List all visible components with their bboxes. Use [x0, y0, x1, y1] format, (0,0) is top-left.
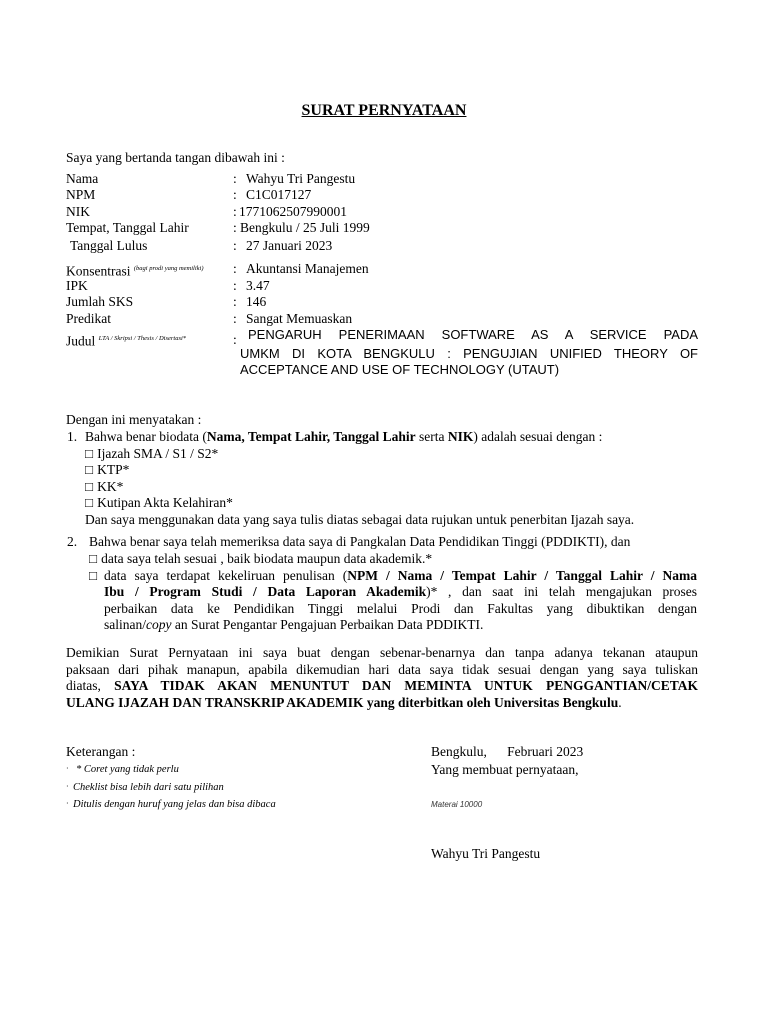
field-label-ttl: Tempat, Tanggal Lahir	[66, 220, 189, 235]
closing-line-4	[66, 695, 622, 711]
field-value-jumlah-sks: 146	[246, 294, 267, 309]
field-value-npm: C1C017127	[246, 187, 312, 202]
item2-number: 2.	[67, 534, 78, 549]
option-ijazah	[85, 446, 218, 462]
field-label-jumlah-sks: Jumlah SKS	[66, 294, 134, 309]
field-value-tanggal-lulus: 27 Januari 2023	[246, 238, 333, 253]
closing-line-4-post: .	[618, 695, 622, 710]
field-label-ipk: IPK	[66, 278, 88, 293]
item1-text	[85, 429, 602, 445]
intro-text: Saya yang bertanda tangan dibawah ini :	[66, 150, 285, 165]
checkbox-icon: □	[85, 446, 94, 461]
opt2-line4-pre: salinan/	[104, 617, 146, 632]
option-label: KK*	[97, 479, 124, 494]
checkbox-icon: □	[89, 551, 98, 566]
note-2: Cheklist bisa lebih dari satu pilihan	[73, 782, 224, 793]
note-3: Ditulis dengan huruf yang jelas dan bisa dibaca	[73, 799, 276, 810]
closing-line-3	[66, 678, 698, 694]
closing-line-3-pre: diatas,	[66, 678, 115, 693]
judul-note: LTA / Skripsi / Thesis / Disertasi*	[98, 335, 187, 342]
opt2-bold1: NPM / Nama / Tempat Lahir / Tanggal Lahir / Nama	[347, 568, 698, 583]
maker-label: Yang membuat pernyataan,	[431, 762, 579, 777]
place-date: Bengkulu, Februari 2023	[431, 744, 584, 759]
bullet-dot: ·	[66, 782, 69, 791]
item1-post: ) adalah sesuai dengan :	[473, 429, 603, 444]
closing-line-1: Demikian Surat Pernyataan ini saya buat dengan sebenar-benarnya dan tanpa adanya tekanan ataupun	[66, 645, 698, 660]
field-value-ttl: Bengkulu / 25 Juli 1999	[240, 220, 370, 235]
field-colon: :	[233, 238, 237, 253]
field-label-tanggal-lulus: Tanggal Lulus	[70, 238, 148, 253]
item2-option-2-line-3: perbaikan data ke Pendidikan Tinggi melalui Prodi dan Fakultas yang dibuktikan dengan	[104, 601, 697, 616]
bullet-dot: ·	[66, 799, 69, 808]
field-label-nik: NIK	[66, 204, 90, 219]
closing-line-4-bold: ULANG IJAZAH DAN TRANSKRIP AKADEMIK yang diterbitkan oleh Universitas Bengkulu	[66, 695, 619, 710]
signer-name: Wahyu Tri Pangestu	[431, 846, 541, 861]
option-label: Kutipan Akta Kelahiran*	[97, 495, 233, 510]
item2-option-2-line-4	[104, 617, 483, 633]
field-value-predikat: Sangat Memuaskan	[246, 311, 353, 326]
item1-pre: Bahwa benar biodata (	[85, 429, 207, 444]
item1-bold1: Nama, Tempat Lahir, Tanggal Lahir	[206, 429, 416, 444]
field-colon: :	[233, 204, 237, 219]
field-colon: :	[233, 261, 237, 276]
field-label-judul	[66, 331, 186, 350]
statement-heading: Dengan ini menyatakan :	[66, 412, 202, 427]
note-1: * Coret yang tidak perlu	[76, 764, 179, 775]
item1-closing: Dan saya menggunakan data yang saya tulis diatas sebagai data rujukan untuk penerbitan Ijazah saya.	[85, 512, 635, 527]
field-value-nik: 1771062507990001	[239, 204, 347, 219]
checkbox-icon: □	[89, 568, 98, 583]
konsentrasi-label-text: Konsentrasi	[66, 263, 131, 279]
judul-line-1: PENGARUH PENERIMAAN SOFTWARE AS A SERVICE PADA	[248, 327, 698, 342]
option-akta	[85, 495, 233, 511]
item1-mid: serta	[415, 429, 448, 444]
field-colon: :	[233, 332, 237, 347]
opt2-mid: )* , dan saat ini telah mengajukan proses	[426, 584, 697, 599]
item2-text: Bahwa benar saya telah memeriksa data saya di Pangkalan Data Pendidikan Tinggi (PDDIKTI), dan	[89, 534, 631, 549]
opt2-bold2: Ibu / Program Studi / Data Laporan Akademik	[104, 584, 427, 599]
field-colon: :	[233, 187, 237, 202]
field-label-predikat: Predikat	[66, 311, 111, 326]
field-colon: :	[233, 311, 237, 326]
checkbox-icon: □	[85, 495, 94, 510]
opt2-line4-italic: copy	[146, 617, 172, 632]
judul-label-text: Judul	[66, 333, 96, 349]
field-colon: :	[233, 294, 237, 309]
judul-line-2: UMKM DI KOTA BENGKULU : PENGUJIAN UNIFIED THEORY OF	[240, 346, 698, 361]
item1-number: 1.	[67, 429, 78, 444]
document-title: SURAT PERNYATAAN	[301, 102, 467, 119]
judul-line-3: ACCEPTANCE AND USE OF TECHNOLOGY (UTAUT)	[240, 362, 560, 377]
item2-option-1	[89, 551, 432, 567]
option-label: data saya telah sesuai , baik biodata maupun data akademik.*	[101, 551, 433, 566]
checkbox-icon: □	[85, 479, 94, 494]
item2-option-2-line-2	[104, 584, 697, 600]
item1-bold2: NIK	[447, 429, 474, 444]
option-kk	[85, 479, 123, 495]
opt2-pre: data saya terdapat kekeliruan penulisan (	[104, 568, 348, 583]
konsentrasi-note: (bagi prodi yang memiliki)	[133, 265, 204, 272]
field-colon: :	[233, 278, 237, 293]
item2-option-2-line-1	[104, 568, 697, 584]
option-label: Ijazah SMA / S1 / S2*	[97, 446, 219, 461]
field-label-npm: NPM	[66, 187, 96, 202]
field-value-nama: Wahyu Tri Pangestu	[246, 171, 356, 186]
option-label: KTP*	[97, 462, 130, 477]
field-label-nama: Nama	[66, 171, 99, 186]
field-label-konsentrasi	[66, 261, 204, 280]
checkbox-icon: □	[85, 462, 94, 477]
option-ktp	[85, 462, 129, 478]
field-colon: :	[233, 171, 237, 186]
materai-label: Materai 10000	[431, 800, 483, 809]
field-value-konsentrasi: Akuntansi Manajemen	[246, 261, 369, 276]
opt2-line4-post: an Surat Pengantar Pengajuan Perbaikan Data PDDIKTI.	[171, 617, 484, 632]
notes-heading: Keterangan :	[66, 744, 136, 759]
field-value-ipk: 3.47	[246, 278, 270, 293]
closing-line-3-bold: SAYA TIDAK AKAN MENUNTUT DAN MEMINTA UNTUK PENGGANTIAN/CETAK	[114, 678, 698, 693]
closing-line-2: paksaan dari pihak manapun, apabila dikemudian hari data saya tidak sesuai dengan yang saya tuliskan	[66, 662, 698, 677]
field-colon: :	[233, 220, 237, 235]
bullet-dot: ·	[66, 764, 69, 773]
